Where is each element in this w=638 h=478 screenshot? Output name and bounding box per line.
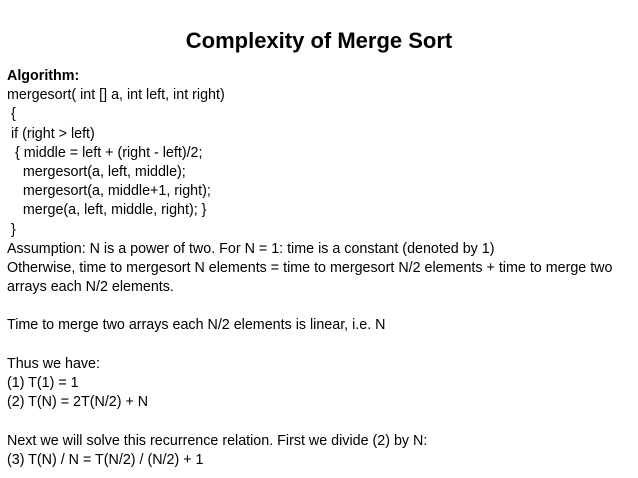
spacer — [7, 336, 632, 355]
spacer — [7, 412, 632, 431]
code-block — [7, 86, 632, 240]
code-line: mergesort(a, left, middle); — [7, 163, 186, 180]
code-line: } — [7, 221, 16, 238]
linear-note: Time to merge two arrays each N/2 elements is linear, i.e. N — [7, 317, 386, 334]
equation-2: (2) T(N) = 2T(N/2) + N — [7, 394, 149, 411]
spacer — [7, 297, 632, 316]
code-line: { middle = left + (right - left)/2; — [7, 144, 203, 161]
otherwise-text: Otherwise, time to mergesort N elements = time to mergesort N/2 elements + time to merge two arrays each N/2 elements. — [7, 259, 613, 296]
code-line: if (right > left) — [7, 125, 95, 142]
slide-title: Complexity of Merge Sort — [185, 28, 453, 53]
thus-intro: Thus we have: — [7, 355, 100, 372]
code-line: mergesort( int [] a, int left, int right) — [7, 87, 225, 104]
equation-3: (3) T(N) / N = T(N/2) / (N/2) + 1 — [7, 451, 204, 468]
algorithm-heading: Algorithm: — [7, 68, 80, 84]
slide-body — [7, 67, 632, 470]
assumption-text: Assumption: N is a power of two. For N = 1: time is a constant (denoted by 1) — [7, 240, 495, 257]
code-line: { — [7, 106, 16, 123]
code-line: merge(a, left, middle, right); } — [7, 202, 207, 219]
next-step-text: Next we will solve this recurrence relation. First we divide (2) by N: — [7, 432, 428, 449]
code-line: mergesort(a, middle+1, right); — [7, 183, 211, 200]
equation-1: (1) T(1) = 1 — [7, 375, 79, 392]
